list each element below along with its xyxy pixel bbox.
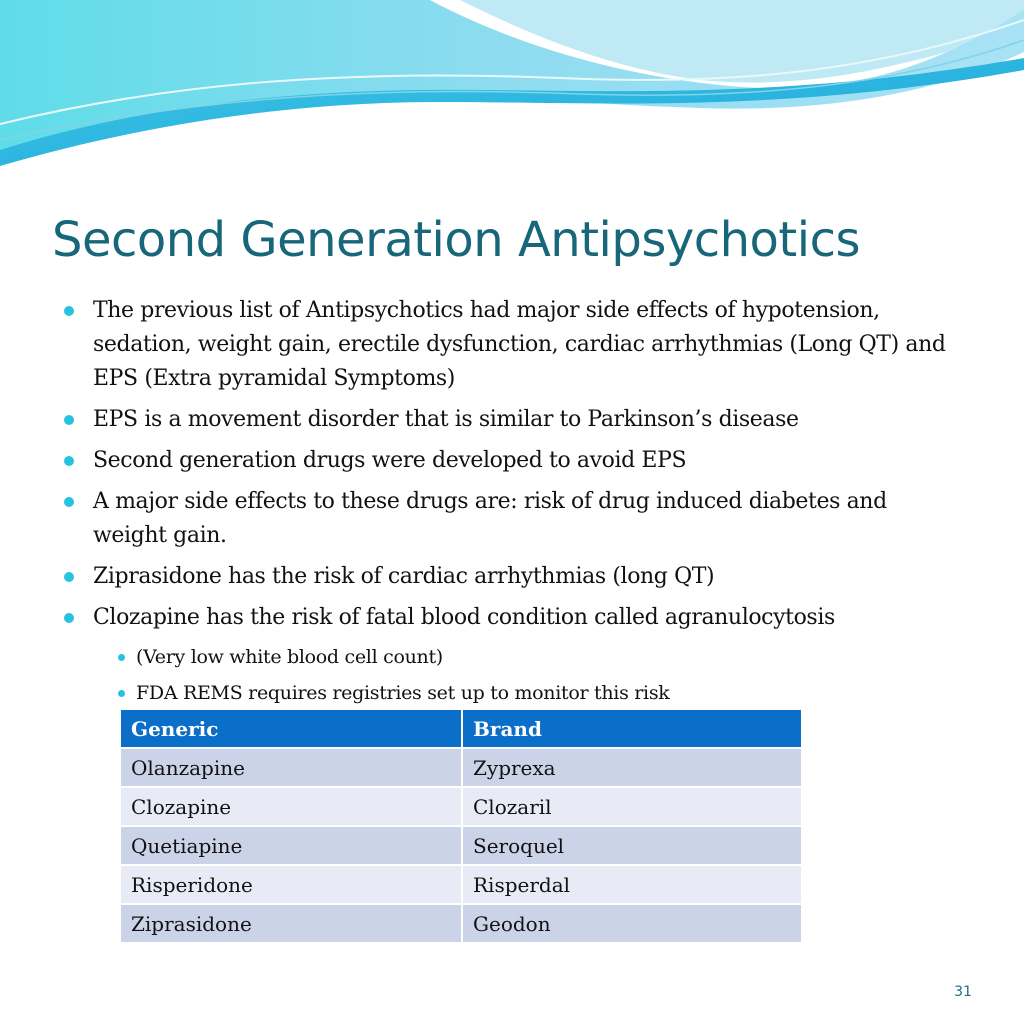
- generic-cell: Olanzapine: [121, 749, 461, 786]
- bullet-list: [60, 294, 960, 635]
- table-row: [121, 749, 801, 786]
- sub-bullet-list: [60, 642, 960, 708]
- generic-cell: Quetiapine: [121, 827, 461, 864]
- page-number: 31: [954, 984, 972, 1000]
- generic-cell: Clozapine: [121, 788, 461, 825]
- brand-cell: Seroquel: [463, 827, 801, 864]
- slide-title: Second Generation Antipsychotics: [52, 212, 860, 268]
- brand-cell: Clozaril: [463, 788, 801, 825]
- table-row: [121, 788, 801, 825]
- generic-cell: Risperidone: [121, 866, 461, 903]
- column-header-generic: Generic: [121, 710, 461, 747]
- table-row: [121, 905, 801, 942]
- sub-bullet-item: FDA REMS requires registries set up to monitor this risk: [132, 678, 960, 708]
- generic-cell: Ziprasidone: [121, 905, 461, 942]
- brand-cell: Zyprexa: [463, 749, 801, 786]
- table-row: [121, 827, 801, 864]
- bullet-item: The previous list of Antipsychotics had major side effects of hypotension, sedation, weight gain, erectile dysfunction, cardiac arrhythmias (Long QT) and EPS (Extra pyramidal Symptoms): [60, 294, 960, 396]
- decorative-wave-header: [0, 0, 1024, 170]
- table-row: [121, 866, 801, 903]
- bullet-item: Ziprasidone has the risk of cardiac arrhythmias (long QT): [60, 560, 960, 594]
- table-header-row: [121, 710, 801, 747]
- bullet-item: EPS is a movement disorder that is similar to Parkinson’s disease: [60, 403, 960, 437]
- column-header-brand: Brand: [463, 710, 801, 747]
- slide-body: [60, 294, 960, 714]
- bullet-item: Second generation drugs were developed to avoid EPS: [60, 444, 960, 478]
- brand-cell: Risperdal: [463, 866, 801, 903]
- drug-table: [119, 708, 803, 944]
- bullet-item: A major side effects to these drugs are: risk of drug induced diabetes and weight gain.: [60, 485, 960, 553]
- bullet-item: Clozapine has the risk of fatal blood condition called agranulocytosis: [60, 601, 960, 635]
- brand-cell: Geodon: [463, 905, 801, 942]
- sub-bullet-item: (Very low white blood cell count): [132, 642, 960, 672]
